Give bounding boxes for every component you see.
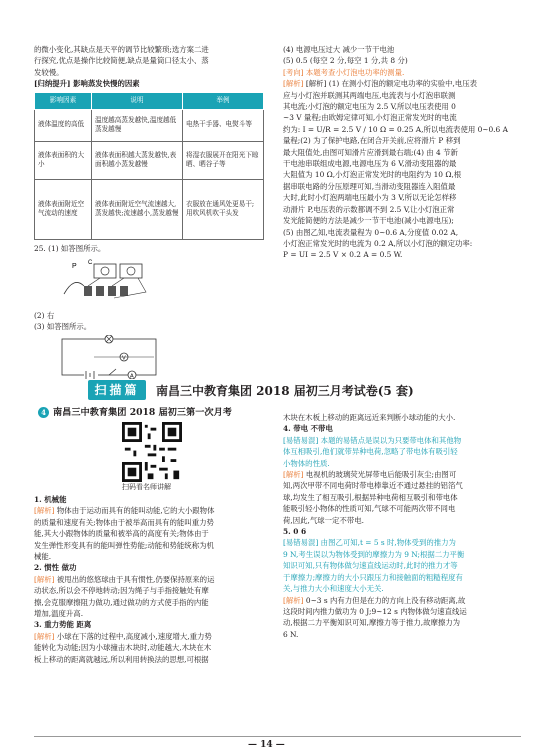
text-line: 知,两次甲带不同电荷时带电棒靠近不通过悬挂的铝箔气	[283, 481, 463, 491]
text-line: 动状态,所以会不停地转动;因为绳子与手指接触处有摩	[34, 586, 209, 596]
left-top-column	[34, 44, 269, 379]
tip-line: [易错易混] 本题的易错点是误以为只要带电体和其他物	[283, 435, 462, 445]
table-cell: 液体表面积的大小	[35, 141, 92, 179]
left-bottom-column	[34, 494, 269, 665]
page-number: — 14 —	[248, 740, 285, 750]
text-line: 发生弹性形变具有的能叫弹性势能;动能和势能统称为机	[34, 540, 214, 550]
analysis-line: [解析] 电视机的玻璃荧光屏带电后能吸引灰尘;由图可	[283, 470, 457, 480]
text-line: 的微小变化,其缺点是天平的调节比较繁琐;选方案二进	[34, 45, 209, 54]
analysis-line: [解析] 被甩出的悠悠球由于具有惯性,仍要保持原来的运	[34, 574, 215, 584]
text-line: 球,均发生了相互吸引,根据异种电荷相互吸引和带电体	[283, 492, 458, 502]
svg-text:V: V	[122, 355, 126, 362]
table-cell: 衣服放在通风处更易干;用吹风机吹干头发	[183, 179, 264, 239]
svg-text:A: A	[130, 373, 134, 379]
evaporation-factors-table	[34, 92, 264, 240]
text-line: 其电流;小灯泡的额定电压为 2.5 V,所以电压表使用 0	[283, 102, 456, 112]
text-line: 量程;(2) 为了保护电路,在闭合开关前,应将滑片 P 移到	[283, 136, 461, 146]
table-row	[35, 109, 264, 141]
analysis-line: [解析] 0~3 s 内有力但是在力的方向上没有移动距离,故	[283, 595, 466, 605]
answer-heading: 2. 惯性 做功	[34, 563, 77, 573]
text-line: 6 N.	[283, 629, 299, 639]
text-line: 械能.	[34, 552, 52, 562]
answer-heading: 3. 重力势能 距离	[34, 620, 92, 630]
text-line: 能转化为动能;因为小球撞击木块时,动能越大,木块在木	[34, 643, 212, 653]
tip-line: 小物体的性质.	[283, 458, 330, 468]
qr-code-icon[interactable]	[122, 422, 182, 482]
text-line: 动,根据二力平衡知识可知,摩擦力等于推力,故摩擦力为	[283, 618, 461, 628]
text-line: 大阻值为 10 Ω,小灯泡正常发光时的电阻约为 10 Ω,根	[283, 170, 462, 180]
text-line: 增加,温度升高.	[34, 609, 84, 619]
subheading-text: 南昌三中教育集团 2018 届初三第一次月考	[53, 407, 232, 418]
analysis-tag: [解析]	[34, 631, 55, 641]
right-bottom-column	[283, 412, 521, 640]
text-line: ~3 V 量程;由欧姆定律可知,小灯泡正常发光时的电流	[283, 113, 457, 123]
analysis-tag: [解析]	[283, 595, 304, 605]
analysis-tag: [解析]	[283, 470, 304, 480]
text-line: 发较慢。	[34, 67, 64, 77]
right-top-column	[283, 44, 521, 261]
text-line: 能吸引轻小物体的性质可知,气球不可能两次带不同电	[283, 504, 456, 514]
tip-line: 9 N,考生误以为物体受到的摩擦力为 9 N;根据二力平衡	[283, 549, 465, 559]
table-header: 举例	[183, 92, 264, 109]
text-line: 木块在木板上移动的距离远近来判断小球动能的大小.	[283, 413, 456, 422]
table-cell: 液体表面积越大蒸发越快,表面积越小蒸发越慢	[92, 141, 183, 179]
text-line: 约为: I = U/R = 2.5 V / 10 Ω = 0.25 A,所以电流表使用 0~0.6 A	[283, 124, 508, 134]
banner-title: 南昌三中教育集团 2018 届初三月考试卷(5 套)	[156, 384, 414, 398]
table-header: 影响因素	[35, 92, 92, 109]
text-line: 应与小灯泡并联测其两端电压,电流表与小灯泡串联测	[283, 90, 456, 100]
text-line: 荷,因此,气球一定不带电.	[283, 515, 364, 525]
analysis-line: [解析] [解析] (1) 在测小灯泡的额定电功率的实验中,电压表	[283, 79, 478, 89]
text-line: 发光能简便的方法是减少一节干电池(减小电源电压);	[283, 216, 454, 226]
table-row	[35, 179, 264, 239]
text-line: 干电池串联组成电源,电源电压为 6 V,滑动变阻器的最	[283, 159, 457, 169]
tip-line: 知识可知,只有物体做匀速直线运动时,此时的推力才等	[283, 561, 458, 571]
analysis-line: [解析] 小球在下落的过程中,高度减小,速度增大,重力势	[34, 631, 212, 641]
banner-badge: 扫描篇	[88, 380, 146, 400]
q25-part1: 25. (1) 如答图所示。	[34, 243, 106, 253]
apparatus-figure	[54, 256, 154, 304]
tip-line: 关,与推力大小和速度大小无关.	[283, 584, 384, 594]
svg-text:P: P	[72, 263, 77, 271]
answer-heading: 4. 带电 不带电	[283, 424, 333, 434]
text-line: (5) 由图乙知,电流表量程为 0~0.6 A,分度值 0.02 A,	[283, 227, 459, 237]
text-line: (5) 0.5 (每空 2 分,每空 1 分,共 8 分)	[283, 56, 408, 66]
circuit-diagram	[54, 335, 164, 379]
analysis-tag: [解析]	[34, 574, 55, 584]
tip-line: [易错易混] 由图乙可知,t = 5 s 时,物体受到的推力为	[283, 538, 456, 548]
analysis-tag: [解析]	[34, 506, 55, 516]
text-line: 的质量和速度有关;物体由于被举高而具有的能叫重力势	[34, 517, 214, 527]
subheading-number: 4	[38, 407, 49, 418]
text-line: 动滑片 P,电压表的示数都调不到 2.5 V,让小灯泡正常	[283, 204, 455, 214]
text-line: 能,其大小跟物体的质量和被举高的高度有关;物体由于	[34, 529, 209, 539]
answer-heading: 1. 机械能	[34, 495, 67, 504]
text-line: P = UI = 2.5 V × 0.2 A = 0.5 W.	[283, 250, 403, 260]
table-cell: 液体温度的高低	[35, 109, 92, 141]
tip-line: 体互相吸引,他们就带异种电荷,忽略了带电体有吸引轻	[283, 447, 458, 457]
analysis-line: [解析] 物体由于运动而具有的能叫动能,它的大小跟物体	[34, 506, 215, 516]
summary-title: [归纳提升] 影响蒸发快慢的因素	[34, 79, 140, 89]
text-line: 大时,此时小灯泡两端电压最小为 3 V,所以无论怎样移	[283, 193, 457, 203]
answer-heading: 5. 0 6	[283, 527, 307, 537]
svg-text:C: C	[88, 260, 93, 267]
tip-line: 于摩擦力;摩擦力的大小只跟压力和接触面的粗糙程度有	[283, 572, 463, 582]
q25-part2: (2) 右	[34, 311, 55, 321]
text-line: 板上移动的距离就越远,所以利用转换法的思想,可根据	[34, 654, 209, 664]
q25-part3: (3) 如答图所示。	[34, 322, 92, 332]
exam-subheading	[38, 404, 232, 418]
text-line: 小灯泡正常发光时的电流为 0.2 A,所以小灯泡的额定功率:	[283, 238, 473, 248]
section-banner	[88, 380, 528, 400]
table-cell: 液体表面附近空气流动的速度	[35, 179, 92, 239]
table-cell: 将湿衣服展开在阳光下晾晒、晒谷子等	[183, 141, 264, 179]
qr-caption: 扫码看名师讲解	[122, 483, 171, 491]
text-line: (4) 电源电压过大 减少一节干电池	[283, 45, 395, 54]
text-line: 行探究,优点是操作比较简便,缺点是量筒口径太小、蒸	[34, 56, 209, 66]
analysis-tag: [解析]	[283, 79, 304, 89]
table-cell: 电热干手器、电熨斗等	[183, 109, 264, 141]
text-line: 擦,会克服摩擦阻力做功,通过做功的方式使手指的内能	[34, 597, 209, 607]
tag-line: [考向] 本题考查小灯泡电功率的测量.	[283, 67, 405, 77]
table-cell: 液体表面附近空气流速越大,蒸发越快;流速越小,蒸发越慢	[92, 179, 183, 239]
text-line: 据串联电路的分压原理可知,当滑动变阻器连入阻值最	[283, 181, 456, 191]
table-cell: 温度越高蒸发越快,温度越低蒸发越慢	[92, 109, 183, 141]
text-line: 最大阻值处,由图可知滑片应滑到最右端;(4) 由 4 节新	[283, 147, 458, 157]
table-header: 说明	[92, 92, 183, 109]
text-line: 这段时间内推力做功为 0 J;9~12 s 内物体做匀速直线运	[283, 606, 467, 616]
footer-divider	[34, 736, 521, 737]
table-row	[35, 141, 264, 179]
